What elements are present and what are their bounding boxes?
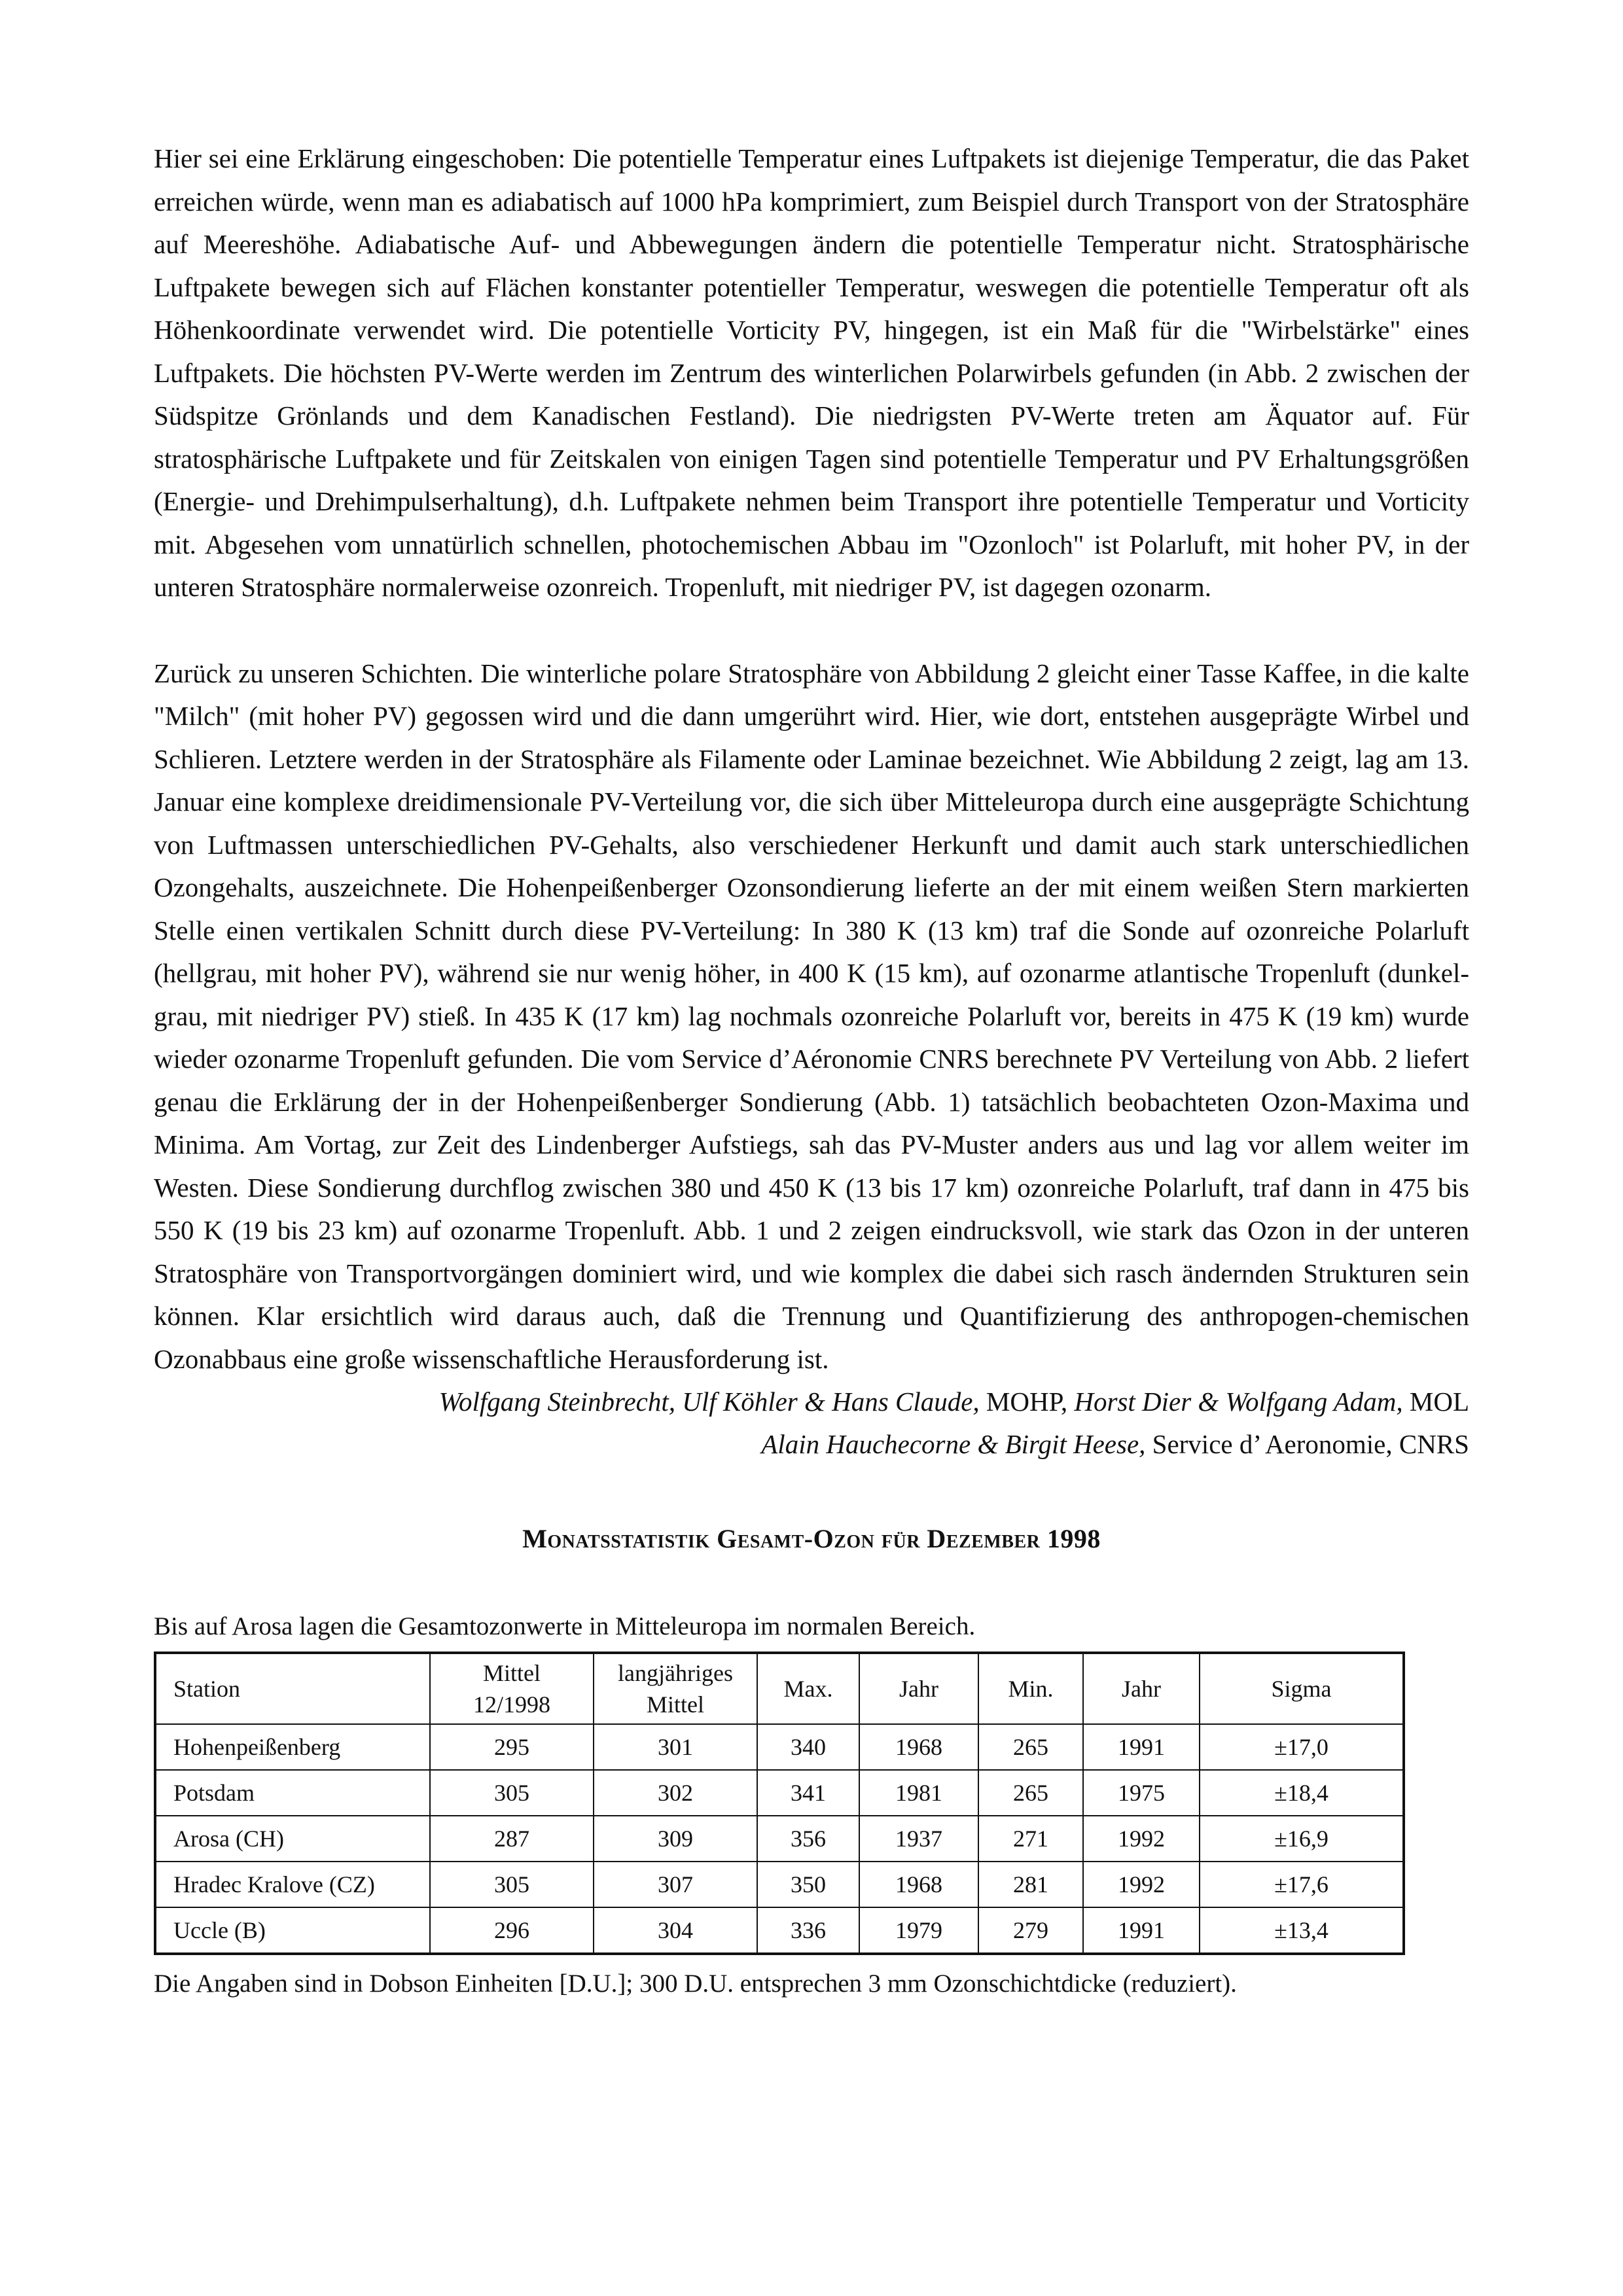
cell-mittel: 305 (430, 1770, 594, 1816)
header-mittel (430, 1653, 594, 1724)
table-intro: Bis auf Arosa lagen die Gesamtozonwerte in Mitteleuropa im normalen Bereich. (154, 1612, 976, 1640)
cell-min: 279 (978, 1907, 1083, 1954)
cell-max: 350 (757, 1862, 859, 1907)
header-min: Min. (978, 1653, 1083, 1724)
cell-station: Hohenpeißenberg (155, 1724, 430, 1770)
cell-jahr-max: 1968 (859, 1862, 978, 1907)
table-row (155, 1907, 1404, 1954)
header-mittel-line2: 12/1998 (473, 1691, 550, 1718)
header-sigma: Sigma (1200, 1653, 1404, 1724)
section-title: Monatsstatistik Gesamt-Ozon für Dezember 1998 (522, 1524, 1101, 1553)
cell-sigma: ±18,4 (1200, 1770, 1404, 1816)
cell-min: 281 (978, 1862, 1083, 1907)
cell-min: 265 (978, 1770, 1083, 1816)
author-org-a: MOHP, (979, 1386, 1075, 1417)
paragraph-layers: Zurück zu unseren Schichten. Die winterliche polare Stratosphäre von Abbildung 2 gleicht einer Tasse Kaffee, in die kalte "Milch" (mit hoher PV) gegossen wird und die dann umgerührt wird. Hier, wie dort, entstehen ausgeprägte Wirbel und Schlieren. Letztere werden in der Stratosphäre als Filamente oder Laminae bezeichnet. Wie Abbildung 2 zeigt, lag am 13. Januar eine komplexe dreidimensionale PV-Verteilung vor, die sich über Mitteleuropa durch eine ausgeprägte Schichtung von Luftmassen unterschiedlichen PV-Gehalts, also verschiedener Herkunft und damit auch stark unterschiedlichen Ozongehalts, auszeichnete. Die Hohenpeißenberger Ozonsondierung lieferte an der mit einem weißen Stern markierten Stelle einen vertikalen Schnitt durch diese PV-Verteilung: In 380 K (13 km) traf die Sonde auf ozonreiche Polarluft (hellgrau, mit hoher PV), während sie nur wenig höher, in 400 K (15 km), auf ozonarme atlantische Tropenluft (dunkelgrau, mit niedriger PV) stieß. In 435 K (17 km) lag nochmals ozonreiche Polarluft vor, bereits in 475 K (19 km) wurde wieder ozonarme Tropenluft gefunden. Die vom Service d’Aéronomie CNRS berechnete PV Verteilung von Abb. 2 liefert genau die Erklärung der in der Hohenpeißenberger Sondierung (Abb. 1) tatsächlich beobachteten Ozon-Maxima und Minima. Am Vortag, zur Zeit des Lindenberger Aufstiegs, sah das PV-Muster anders aus und lag vor allem weiter im Westen. Diese Sondierung durchflog zwischen 380 und 450 K (13 bis 17 km) ozonreiche Polarluft, traf dann in 475 bis 550 K (19 bis 23 km) auf ozonarme Tropenluft. Abb. 1 und 2 zeigen eindrucksvoll, wie stark das Ozon in der unteren Stratosphäre von Transportvorgängen dominiert wird, und wie komplex die dabei sich rasch ändernden Strukturen sein können. Klar ersichtlich wird daraus auch, daß die Trennung und Quantifizierung des anthropogen-chemischen Ozonabbaus eine große wissenschaftliche Herausforderung ist. (154, 658, 1469, 1374)
cell-mittel: 296 (430, 1907, 594, 1954)
header-station: Station (155, 1653, 430, 1724)
cell-station: Hradec Kralove (CZ) (155, 1862, 430, 1907)
cell-station: Arosa (CH) (155, 1816, 430, 1862)
cell-sigma: ±17,0 (1200, 1724, 1404, 1770)
header-langjaehriges-mittel (594, 1653, 757, 1724)
cell-min: 271 (978, 1816, 1083, 1862)
cell-jahr-max: 1981 (859, 1770, 978, 1816)
cell-max: 341 (757, 1770, 859, 1816)
cell-jahr-max: 1968 (859, 1724, 978, 1770)
paragraph-potential-temperature: Hier sei eine Erklärung eingeschoben: Die potentielle Temperatur eines Luftpakets ist diejenige Temperatur, die das Paket erreichen würde, wenn man es adiabatisch auf 1000 hPa komprimiert, zum Beispiel durch Transport von der Stratosphäre auf Meereshöhe. Adiabatische Auf- und Abbewegungen ändern die potentielle Temperatur nicht. Stratosphärische Luftpakete bewegen sich auf Flächen konstanter potentieller Temperatur, weswegen die potentielle Temperatur oft als Höhenkoordinate verwendet wird. Die potentielle Vorticity PV, hingegen, ist ein Maß für die "Wirbelstärke" eines Luftpakets. Die höchsten PV-Werte werden im Zentrum des winterlichen Polarwirbels gefunden (in Abb. 2 zwischen der Südspitze Grönlands und dem Kanadischen Festland). Die niedrigsten PV-Werte treten am Äquator auf. Für stratosphärische Luftpakete und für Zeitskalen von einigen Tagen sind potentielle Temperatur und PV Erhaltungsgrößen (Energie- und Drehimpulserhaltung), d.h. Luftpakete nehmen beim Transport ihre potentielle Temperatur und Vorticity mit. Abgesehen vom unnatürlich schnellen, photochemischen Abbau im "Ozonloch" ist Polarluft, mit hoher PV, in der unteren Stratosphäre normalerweise ozonreich. Tropenluft, mit niedriger PV, ist dagegen ozonarm. (154, 143, 1469, 602)
cell-jahr-max: 1937 (859, 1816, 978, 1862)
cell-max: 340 (757, 1724, 859, 1770)
cell-jahr-max: 1979 (859, 1907, 978, 1954)
header-mittel-line1: Mittel (483, 1660, 541, 1686)
cell-sigma: ±16,9 (1200, 1816, 1404, 1862)
author-line-2 (154, 1423, 1469, 1466)
cell-jahr-min: 1975 (1083, 1770, 1200, 1816)
cell-station: Uccle (B) (155, 1907, 430, 1954)
cell-jahr-min: 1991 (1083, 1724, 1200, 1770)
header-lang-line1: langjähriges (618, 1660, 733, 1686)
cell-mittel: 305 (430, 1862, 594, 1907)
cell-lang: 302 (594, 1770, 757, 1816)
table-header-row (155, 1653, 1404, 1724)
cell-lang: 309 (594, 1816, 757, 1862)
header-lang-line2: Mittel (647, 1691, 704, 1718)
table-row (155, 1862, 1404, 1907)
author-names-c: Alain Hauchecorne & Birgit Heese, (761, 1429, 1146, 1459)
cell-sigma: ±13,4 (1200, 1907, 1404, 1954)
table-footnote: Die Angaben sind in Dobson Einheiten [D.U.]; 300 D.U. entsprechen 3 mm Ozonschichtdicke (reduziert). (154, 1969, 1237, 1998)
table-row (155, 1724, 1404, 1770)
author-line-1 (154, 1381, 1469, 1423)
cell-min: 265 (978, 1724, 1083, 1770)
document-page (154, 137, 1469, 2004)
author-names-b: Horst Dier & Wolfgang Adam, (1074, 1386, 1403, 1417)
cell-lang: 304 (594, 1907, 757, 1954)
header-jahr-min: Jahr (1083, 1653, 1200, 1724)
cell-mittel: 295 (430, 1724, 594, 1770)
header-jahr-max: Jahr (859, 1653, 978, 1724)
cell-jahr-min: 1992 (1083, 1862, 1200, 1907)
cell-lang: 301 (594, 1724, 757, 1770)
cell-station: Potsdam (155, 1770, 430, 1816)
author-org-c: Service d’ Aeronomie, CNRS (1145, 1429, 1469, 1459)
table-row (155, 1770, 1404, 1816)
ozone-statistics-table (154, 1651, 1405, 1955)
cell-max: 336 (757, 1907, 859, 1954)
table-row (155, 1816, 1404, 1862)
cell-jahr-min: 1991 (1083, 1907, 1200, 1954)
cell-jahr-min: 1992 (1083, 1816, 1200, 1862)
author-names-a: Wolfgang Steinbrecht, Ulf Köhler & Hans Claude, (438, 1386, 980, 1417)
cell-sigma: ±17,6 (1200, 1862, 1404, 1907)
cell-mittel: 287 (430, 1816, 594, 1862)
cell-lang: 307 (594, 1862, 757, 1907)
cell-max: 356 (757, 1816, 859, 1862)
header-max: Max. (757, 1653, 859, 1724)
author-org-b: MOL (1402, 1386, 1469, 1417)
